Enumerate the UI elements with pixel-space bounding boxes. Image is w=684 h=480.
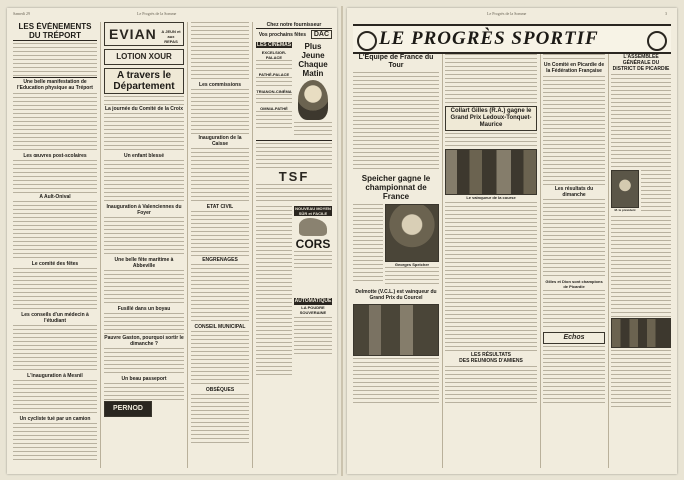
left-column-4 <box>256 22 332 468</box>
cinema-listings <box>256 42 292 136</box>
cinema-omnia: OMNIA-PATHÉ <box>260 106 288 111</box>
ad-evian-brand: EVIAN <box>109 26 157 42</box>
brief-enfant: Un enfant blessé <box>123 153 164 159</box>
cinema-pathe-palace: PATHÉ-PALACE <box>258 72 290 77</box>
headline-equipe-france: L'Equipe de France du Tour <box>358 54 434 69</box>
heading-reunions: DES REUNIONS D'AMIENS <box>459 358 523 364</box>
brief-fusille: Fusillé dans un boyau <box>117 306 171 312</box>
headline-fournisseur: Chez notre fournisseur <box>256 22 332 29</box>
section-departement-title: A travers le Département <box>113 70 175 92</box>
brief-cycliste: Un cycliste tué par un camion <box>19 416 91 422</box>
brief-gilles-dion: Gilles et Dion sont champions de Picardie <box>545 279 603 289</box>
headline-manifestation: Une belle manifestation de l'Education physique au Tréport <box>13 77 97 91</box>
collart-headline-box <box>445 106 537 131</box>
brief-passeport: Un beau passeport <box>121 376 167 382</box>
heading-etat-civil: ETAT CIVIL <box>206 204 234 210</box>
heading-conseil-municipal: CONSEIL MUNICIPAL <box>194 324 246 330</box>
radio-tsf-heading: TSF <box>278 169 310 184</box>
left-newspaper-page <box>7 8 337 474</box>
right-newspaper-page <box>347 8 677 474</box>
left-folio-title: Le Progrès de la Somme <box>137 11 177 16</box>
ad-lotion-xour: LOTION XOUR <box>104 49 184 65</box>
left-column-2 <box>104 22 184 468</box>
speicher-portrait-photo <box>385 204 439 262</box>
cinema-header: LES CINÉMAS <box>256 42 292 48</box>
ad-automatique: AUTOMATIQUE <box>294 298 332 304</box>
brief-commissions: Les commissions <box>199 82 241 88</box>
heading-obseques: OBSÈQUES <box>205 387 235 393</box>
right-column-4 <box>611 54 671 468</box>
headline-comite-picardie: Un Comité en Picardie de la Fédération Française <box>543 62 605 74</box>
brief-inauguration-mesnil: L'inauguration à Mesnil <box>27 373 83 379</box>
brief-ault-onival: A Ault-Onival <box>39 194 71 200</box>
bicycle-wheel-icon-right <box>647 31 667 51</box>
right-column-2 <box>445 54 537 468</box>
ad-ponds-box <box>294 42 332 136</box>
section-departement <box>104 68 184 94</box>
speicher-photo-caption: Georges Speicher <box>394 262 430 267</box>
center-fold <box>341 6 343 476</box>
brief-foyer: Inauguration à Valenciennes du Foyer <box>106 204 182 216</box>
brief-conseils: Les conseils d'un médecin à l'étudiant <box>21 312 89 324</box>
president-portrait-photo <box>611 170 639 208</box>
ad-automatique-box <box>294 298 332 378</box>
brief-comite-fetes: Le comité des fêtes <box>31 261 79 267</box>
team-group-photo <box>611 318 671 348</box>
right-column-1 <box>353 54 439 468</box>
headline-assemblee: L'ASSEMBLÉE GÉNÉRALE DU DISTRICT DE PICARDIE <box>612 54 670 72</box>
brief-croix: La journée du Comité de la Croix <box>104 106 184 112</box>
headline-evenements-treport: LES ÉVÉNEMENTS DU TRÉPORT <box>13 22 97 41</box>
president-photo-caption: M. le président <box>614 208 636 212</box>
headline-speicher: Speicher gagne le championnat de France <box>361 174 431 201</box>
echos-heading: Echos <box>543 332 605 344</box>
brief-fete-maritime: Une belle fête maritime à Abbeville <box>114 257 174 269</box>
heading-engrenages: ENGRENAGES <box>202 257 238 263</box>
right-column-3 <box>543 54 605 468</box>
brief-gaston: Pauvre Gaston, pourquoi sortir le dimanche ? <box>104 335 184 347</box>
ad-dac: DAC <box>311 30 332 39</box>
subhead-fetes: Vos prochains fêtes <box>258 31 306 38</box>
ad-evian <box>104 22 184 46</box>
ad-pernod: PERNOD FILS <box>104 401 152 417</box>
ad-automatique-sub: LA POUDRE SOUVERAINE <box>299 305 327 315</box>
brief-oeuvres: Les œuvres post-scolaires <box>23 153 87 159</box>
right-folio-number: 3 <box>665 11 667 16</box>
left-column-1 <box>13 22 97 468</box>
bicycle-wheel-icon <box>357 31 377 51</box>
cinema-excelsior: EXCELSIOR-PALACE <box>261 50 287 60</box>
headline-delmotte: Delmotte (V.C.L.) est vainqueur du Grand Prix du Courcel <box>355 289 437 301</box>
cinema-trianon: TRIANON-CINÉMA <box>256 89 292 94</box>
ad-ponds-title: Plus Jeune Chaque Matin <box>298 42 328 78</box>
ad-cors-heading: NOUVEAU MOYEN SÛR et FACILE <box>295 206 331 216</box>
left-column-3 <box>191 22 249 468</box>
collart-race-photo <box>445 149 537 195</box>
ad-cors-word: CORS <box>295 237 331 251</box>
heading-resultats: LES RÉSULTATS <box>471 352 511 358</box>
brief-caisse: Inauguration de la Caisse <box>198 135 242 147</box>
right-folio-title: Le Progrès de la Somme <box>487 11 527 16</box>
headline-collart: Collart Gilles (R.A.) gagne le Grand Prix Ledoux-Tonquet-Maurice <box>450 108 532 128</box>
sports-banner <box>353 24 671 54</box>
delmotte-race-photo <box>353 304 439 356</box>
foot-illustration <box>299 218 327 236</box>
brief-resultats-dimanche: Les résultats du dimanche <box>554 186 594 198</box>
collart-photo-caption: Le vainqueur de la course <box>466 195 516 200</box>
ad-evian-tagline: A JEUN et aux REPAS <box>161 29 181 44</box>
woman-portrait-illustration <box>298 80 328 120</box>
left-folio-date: Samedi 29 <box>13 11 30 16</box>
banner-title: LE PROGRÈS SPORTIF <box>379 28 599 49</box>
ad-cors-box <box>294 206 332 296</box>
